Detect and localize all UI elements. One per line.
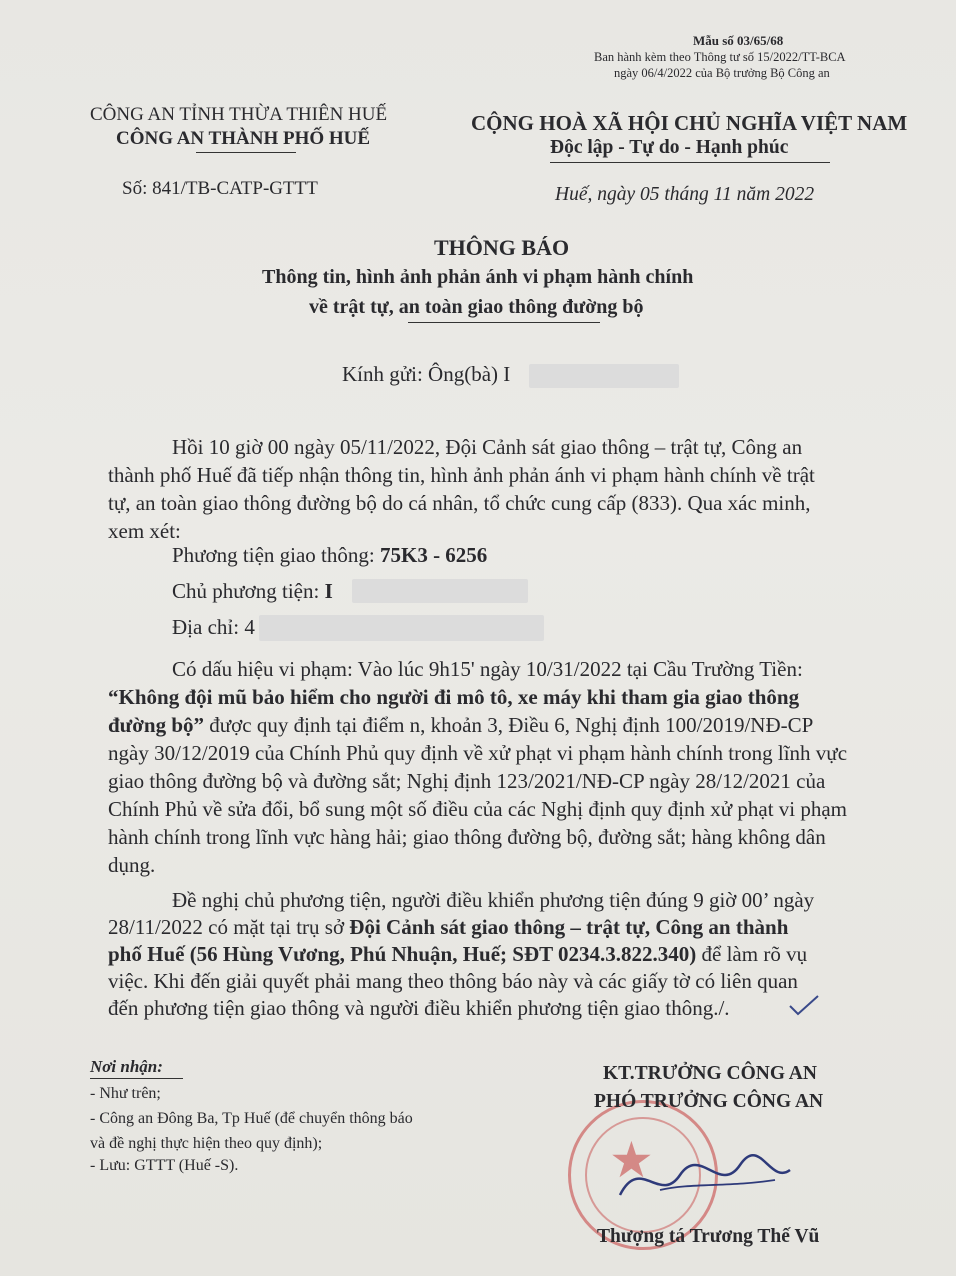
para1-line4: xem xét:: [108, 519, 181, 543]
violation-line3: ngày 30/12/2019 của Chính Phủ quy định về xử phạt vi phạm hành chính trong lĩnh vực: [108, 741, 848, 765]
violation-line1: Có dấu hiệu vi phạm: Vào lúc 9h15' ngày 10/31/2022 tại Cầu Trường Tiền:: [172, 657, 803, 681]
owner-label: Chủ phương tiện:: [172, 579, 325, 603]
request-line2-a: 28/11/2022 có mặt tại trụ sở: [108, 915, 350, 939]
para1-line3: tự, an toàn giao thông đường bộ do cá nhân, tổ chức cung cấp (833). Qua xác minh,: [108, 491, 811, 515]
form-issued-line1: Ban hành kèm theo Thông tư số 15/2022/TT-BCA: [594, 50, 846, 64]
address-value: 4: [244, 615, 255, 639]
nation-line1: CỘNG HOÀ XÃ HỘI CHỦ NGHĨA VIỆT NAM: [471, 111, 908, 135]
violation-line4: giao thông đường bộ và đường sắt; Nghị định 123/2021/NĐ-CP ngày 28/12/2021 của: [108, 769, 826, 793]
request-line3-b: phố Huế (56 Hùng Vương, Phú Nhuận, Huế; SĐT 0234.3.822.340): [108, 942, 697, 966]
violation-line2-rest: được quy định tại điểm n, khoản 3, Điều 6, Nghị định 100/2019/NĐ-CP: [204, 713, 814, 737]
request-line1: Đề nghị chủ phương tiện, người điều khiển phương tiện đúng 9 giờ 00’ ngày: [172, 888, 815, 912]
signature-line1: KT.TRƯỞNG CÔNG AN: [603, 1063, 817, 1084]
recipients-item2-line1: - Công an Đông Ba, Tp Huế (để chuyển thông báo: [90, 1110, 413, 1127]
violation-bold-line1: “Không đội mũ bảo hiểm cho người đi mô tô, xe máy khi tham gia giao thông: [108, 685, 800, 709]
vehicle-row: [172, 541, 487, 569]
agency-line2: CÔNG AN THÀNH PHỐ HUẾ: [116, 128, 371, 149]
title-underline: [408, 322, 600, 323]
violation-line7: dụng.: [108, 853, 156, 877]
violation-line5: Chính Phủ về sửa đổi, bổ sung một số điều của các Nghị định quy định xử phạt vi phạm: [108, 797, 848, 821]
recipient-line: Kính gửi: Ông(bà) I: [342, 362, 511, 386]
recipients-underline: [90, 1078, 183, 1079]
recipients-heading: Nơi nhận:: [90, 1057, 163, 1076]
recipients-item2-line2: và đề nghị thực hiện theo quy định);: [90, 1135, 323, 1152]
para1-line1: Hồi 10 giờ 00 ngày 05/11/2022, Đội Cảnh sát giao thông – trật tự, Công an: [172, 435, 803, 459]
violation-line2: [108, 711, 813, 739]
recipients-item3: - Lưu: GTTT (Huế -S).: [90, 1157, 239, 1174]
motto-underline: [550, 162, 830, 163]
title-sub1: Thông tin, hình ảnh phản ánh vi phạm hành chính: [262, 266, 694, 288]
request-line2: [108, 913, 788, 941]
violation-bold-line2: đường bộ”: [108, 713, 205, 737]
vehicle-label: Phương tiện giao thông:: [172, 543, 380, 567]
request-line4: việc. Khi đến giải quyết phải mang theo thông báo này và các giấy tờ có liên quan: [108, 969, 798, 993]
star-icon: ★: [609, 1132, 654, 1188]
recipients-item1: - Như trên;: [90, 1085, 161, 1102]
document-number: Số: 841/TB-CATP-GTTT: [122, 178, 318, 199]
title-sub2: về trật tự, an toàn giao thông đường bộ: [309, 296, 644, 318]
para1-line2: thành phố Huế đã tiếp nhận thông tin, hình ảnh phản ánh vi phạm hành chính về trật: [108, 463, 815, 487]
title-main: THÔNG BÁO: [434, 235, 570, 260]
address-row: [172, 613, 255, 641]
request-line3: [108, 940, 807, 968]
vehicle-plate: 75K3 - 6256: [379, 543, 488, 567]
agency-underline: [196, 152, 296, 153]
redacted-recipient-name: [529, 364, 679, 388]
owner-value: I: [324, 579, 333, 603]
redacted-owner-name: [352, 579, 528, 603]
owner-row: [172, 577, 333, 605]
redacted-address: [259, 615, 544, 641]
handwritten-signature: [600, 1145, 800, 1215]
nation-motto: Độc lập - Tự do - Hạnh phúc: [550, 137, 789, 158]
address-label: Địa chỉ:: [172, 615, 245, 639]
checkmark-icon: [786, 992, 822, 1018]
request-line2-b: Đội Cảnh sát giao thông – trật tự, Công an thành: [349, 915, 789, 939]
violation-line6: hành chính trong lĩnh vực hàng hải; giao thông đường bộ, đường sắt; hàng không dân: [108, 825, 826, 849]
signature-line2: PHÓ TRƯỞNG CÔNG AN: [594, 1091, 824, 1112]
request-line3-c: để làm rõ vụ: [696, 942, 808, 966]
date-line: Huế, ngày 05 tháng 11 năm 2022: [555, 184, 815, 205]
signer-name: Thượng tá Trương Thế Vũ: [597, 1226, 820, 1247]
form-code: Mẫu số 03/65/68: [693, 33, 784, 48]
agency-line1: CÔNG AN TỈNH THỪA THIÊN HUẾ: [90, 104, 388, 125]
request-line5: đến phương tiện giao thông và người điều khiển phương tiện giao thông./.: [108, 996, 730, 1020]
form-issued-line2: ngày 06/4/2022 của Bộ trưởng Bộ Công an: [614, 66, 830, 80]
